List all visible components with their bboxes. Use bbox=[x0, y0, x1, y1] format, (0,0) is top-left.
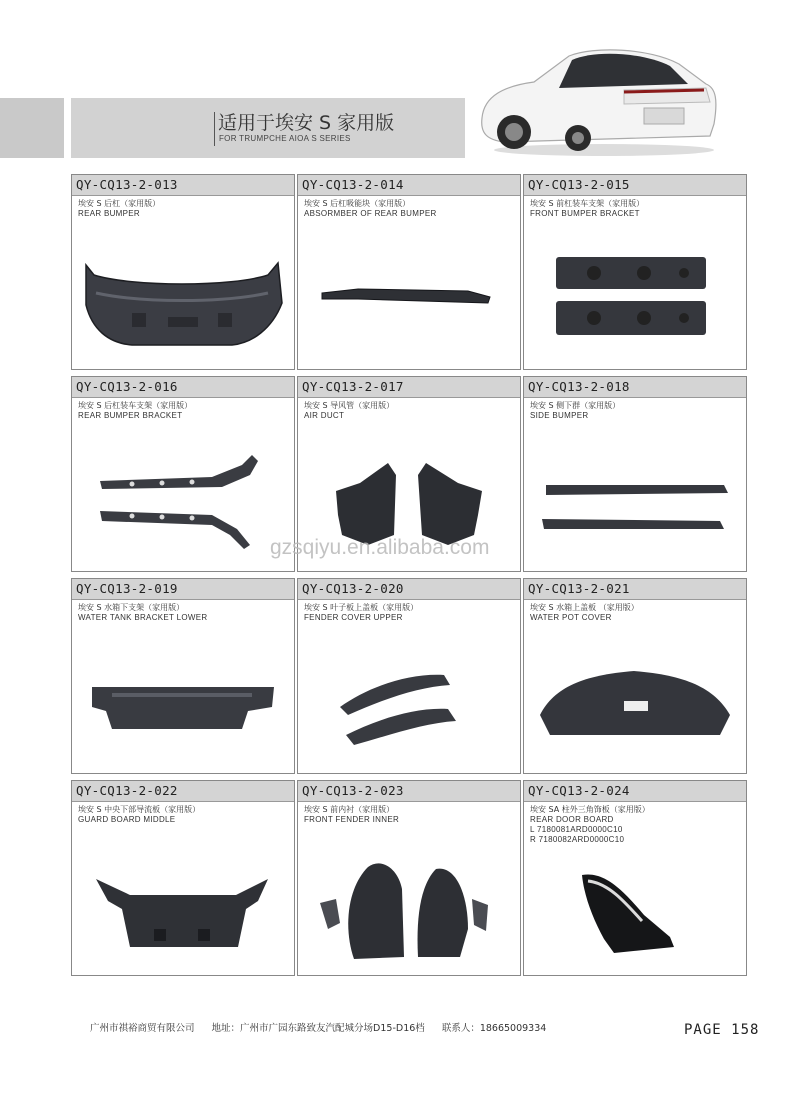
header-accent-bar bbox=[0, 98, 64, 158]
product-grid bbox=[71, 174, 747, 978]
rear-bumper-icon bbox=[72, 233, 294, 369]
part-name-en: AIR DUCT bbox=[304, 411, 345, 420]
part-number-left: L 7180081ARD0000C10 bbox=[530, 825, 623, 834]
part-name-en: GUARD BOARD MIDDLE bbox=[78, 815, 176, 824]
part-code: QY-CQ13-2-022 bbox=[72, 781, 294, 802]
car-image bbox=[474, 38, 724, 158]
page-title: 适用于埃安 S 家用版 bbox=[218, 112, 395, 134]
part-code: QY-CQ13-2-024 bbox=[524, 781, 746, 802]
part-code: QY-CQ13-2-013 bbox=[72, 175, 294, 196]
guard-board-icon bbox=[72, 839, 294, 975]
part-name-cn: 埃安 S 水箱上盖板 （家用版） bbox=[530, 603, 639, 612]
part-code: QY-CQ13-2-021 bbox=[524, 579, 746, 600]
part-name-cn: 埃安 S 前内衬（家用版） bbox=[304, 805, 395, 814]
part-name-cn: 埃安 S 叶子板上盖板（家用版） bbox=[304, 603, 419, 612]
part-name-cn: 埃安 S 导风管（家用版） bbox=[304, 401, 395, 410]
part-name-cn: 埃安 SA 柱外三角饰板（家用版） bbox=[530, 805, 650, 814]
part-name-en: ABSORMBER OF REAR BUMPER bbox=[304, 209, 437, 218]
company-contact: 联系人：18665009334 bbox=[441, 1023, 547, 1034]
part-name-cn: 埃安 S 前杠装车支架（家用版） bbox=[530, 199, 645, 208]
part-number-right: R 7180082ARD0000C10 bbox=[530, 835, 625, 844]
product-card bbox=[71, 376, 295, 572]
part-code: QY-CQ13-2-015 bbox=[524, 175, 746, 196]
part-name-en: WATER TANK BRACKET LOWER bbox=[78, 613, 208, 622]
part-name-cn: 埃安 S 后杠吸能块（家用版） bbox=[304, 199, 411, 208]
absorber-icon bbox=[298, 233, 520, 369]
footer bbox=[90, 1020, 560, 1034]
part-name-en: FRONT FENDER INNER bbox=[304, 815, 400, 824]
front-bracket-icon bbox=[524, 233, 746, 369]
product-card bbox=[523, 174, 747, 370]
part-name-cn: 埃安 S 侧下群（家用版） bbox=[530, 401, 621, 410]
product-card bbox=[71, 780, 295, 976]
part-name-en: REAR DOOR BOARD bbox=[530, 815, 614, 824]
header-title-bar bbox=[71, 98, 465, 158]
part-name-cn: 埃安 S 水箱下支架（家用版） bbox=[78, 603, 185, 612]
door-board-icon bbox=[524, 861, 746, 975]
product-card bbox=[523, 376, 747, 572]
part-name-en: REAR BUMPER BRACKET bbox=[78, 411, 183, 420]
page-subtitle: FOR TRUMPCHE AIOA S SERIES bbox=[219, 134, 351, 143]
product-card bbox=[523, 578, 747, 774]
product-card bbox=[71, 174, 295, 370]
part-code: QY-CQ13-2-016 bbox=[72, 377, 294, 398]
part-code: QY-CQ13-2-019 bbox=[72, 579, 294, 600]
part-name-en: REAR BUMPER bbox=[78, 209, 140, 218]
page-number: PAGE 158 bbox=[684, 1022, 760, 1038]
part-name-en: FRONT BUMPER BRACKET bbox=[530, 209, 640, 218]
part-name-en: FENDER COVER UPPER bbox=[304, 613, 403, 622]
part-code: QY-CQ13-2-014 bbox=[298, 175, 520, 196]
product-card bbox=[297, 578, 521, 774]
fender-inner-icon bbox=[298, 839, 520, 975]
part-name-cn: 埃安 S 后杠装车支架（家用版） bbox=[78, 401, 193, 410]
product-card bbox=[71, 578, 295, 774]
product-card bbox=[297, 174, 521, 370]
company-address: 地址：广州市广园东路致友汽配城分场D15-D16档 bbox=[211, 1023, 425, 1034]
part-code: QY-CQ13-2-018 bbox=[524, 377, 746, 398]
rear-bracket-icon bbox=[72, 435, 294, 571]
product-card bbox=[523, 780, 747, 976]
tank-bracket-icon bbox=[72, 637, 294, 773]
fender-cover-icon bbox=[298, 637, 520, 773]
title-divider bbox=[214, 112, 215, 146]
part-code: QY-CQ13-2-017 bbox=[298, 377, 520, 398]
part-name-en: SIDE BUMPER bbox=[530, 411, 589, 420]
part-name-cn: 埃安 S 后杠（家用版） bbox=[78, 199, 161, 208]
company-name: 广州市祺裕商贸有限公司 bbox=[90, 1023, 195, 1034]
product-card bbox=[297, 780, 521, 976]
part-code: QY-CQ13-2-023 bbox=[298, 781, 520, 802]
part-name-en: WATER POT COVER bbox=[530, 613, 612, 622]
part-code: QY-CQ13-2-020 bbox=[298, 579, 520, 600]
part-name-cn: 埃安 S 中央下部导流板（家用版） bbox=[78, 805, 201, 814]
watermark: gzsqiyu.en.alibaba.com bbox=[270, 536, 490, 559]
pot-cover-icon bbox=[524, 637, 746, 773]
side-bumper-icon bbox=[524, 435, 746, 571]
